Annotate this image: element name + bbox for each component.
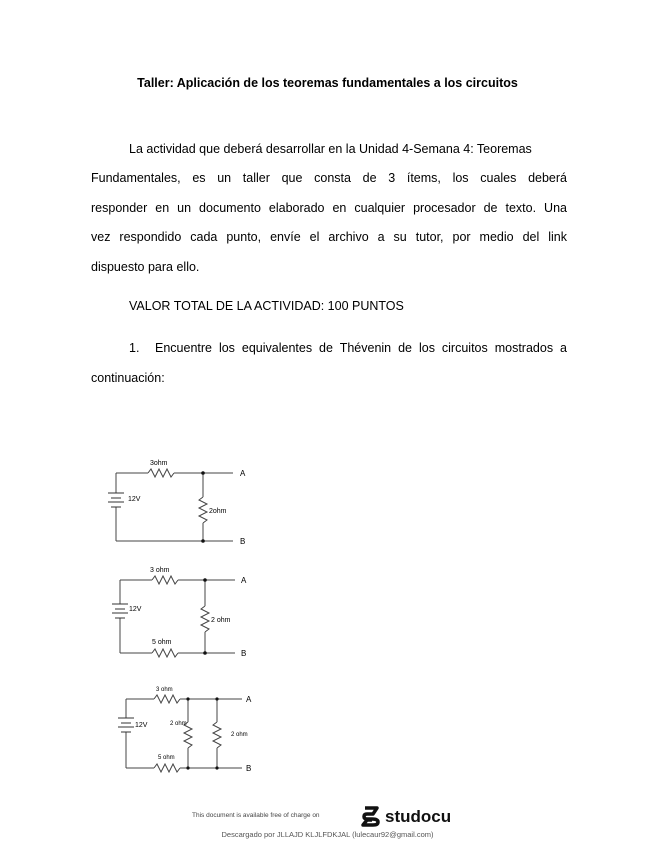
circuit3-source-label: 12V [135,722,148,729]
circuit1-terminal-a: A [240,469,246,478]
circuit3-bottom-resistor-label: 5 ohm [158,755,175,761]
circuit2-shunt-resistor-label: 2 ohm [211,617,231,624]
footer-availability-text: This document is available free of charge on [192,812,320,819]
circuit-diagram-3 [100,682,280,780]
circuit3-top-resistor-label: 3 ohm [156,687,173,693]
intro-line-3: responder en un documento elaborado en cualquier procesador de texto. Una [91,201,567,215]
studocu-footer [0,805,655,827]
circuit3-shunt-resistor-1-label: 2 ohm [170,721,187,727]
circuit1-terminal-b: B [240,537,246,546]
circuit3-terminal-b: B [246,764,252,773]
circuit2-source-label: 12V [129,606,142,613]
circuit-diagram-2 [100,560,280,670]
circuit1-shunt-resistor-label: 2ohm [209,508,227,515]
intro-line-4: vez respondido cada punto, envíe el archivo a su tutor, por medio del link [91,230,567,244]
circuit2-terminal-a: A [241,576,247,585]
studocu-brand[interactable]: studocu [385,807,452,826]
circuit1-top-resistor-label: 3ohm [150,460,168,467]
document-title: Taller: Aplicación de los teoremas fundamentales a los circuitos [137,76,518,90]
item1-text-line2: continuación: [91,371,165,385]
intro-line-1: La actividad que deberá desarrollar en la Unidad 4-Semana 4: Teoremas [129,142,532,156]
item1-text-line1: Encuentre los equivalentes de Thévenin de los circuitos mostrados a [155,341,567,355]
circuit2-terminal-b: B [241,649,247,658]
valor-total: VALOR TOTAL DE LA ACTIVIDAD: 100 PUNTOS [129,299,404,313]
downloaded-by: Descargado por JLLAJD KLJLFDKJAL (lulecaur92@gmail.com) [221,830,434,839]
circuit3-shunt-resistor-2-label: 2 ohm [231,732,248,738]
studocu-logo-icon[interactable] [360,805,382,827]
circuit3-terminal-a: A [246,695,252,704]
circuit2-top-resistor-label: 3 ohm [150,567,170,574]
item1-number: 1. [129,341,140,355]
intro-line-2: Fundamentales, es un taller que consta de 3 ítems, los cuales deberá [91,171,567,185]
circuit2-bottom-resistor-label: 5 ohm [152,639,172,646]
intro-line-5: dispuesto para ello. [91,260,200,274]
circuit-diagram-1 [100,455,280,550]
circuit1-source-label: 12V [128,496,141,503]
